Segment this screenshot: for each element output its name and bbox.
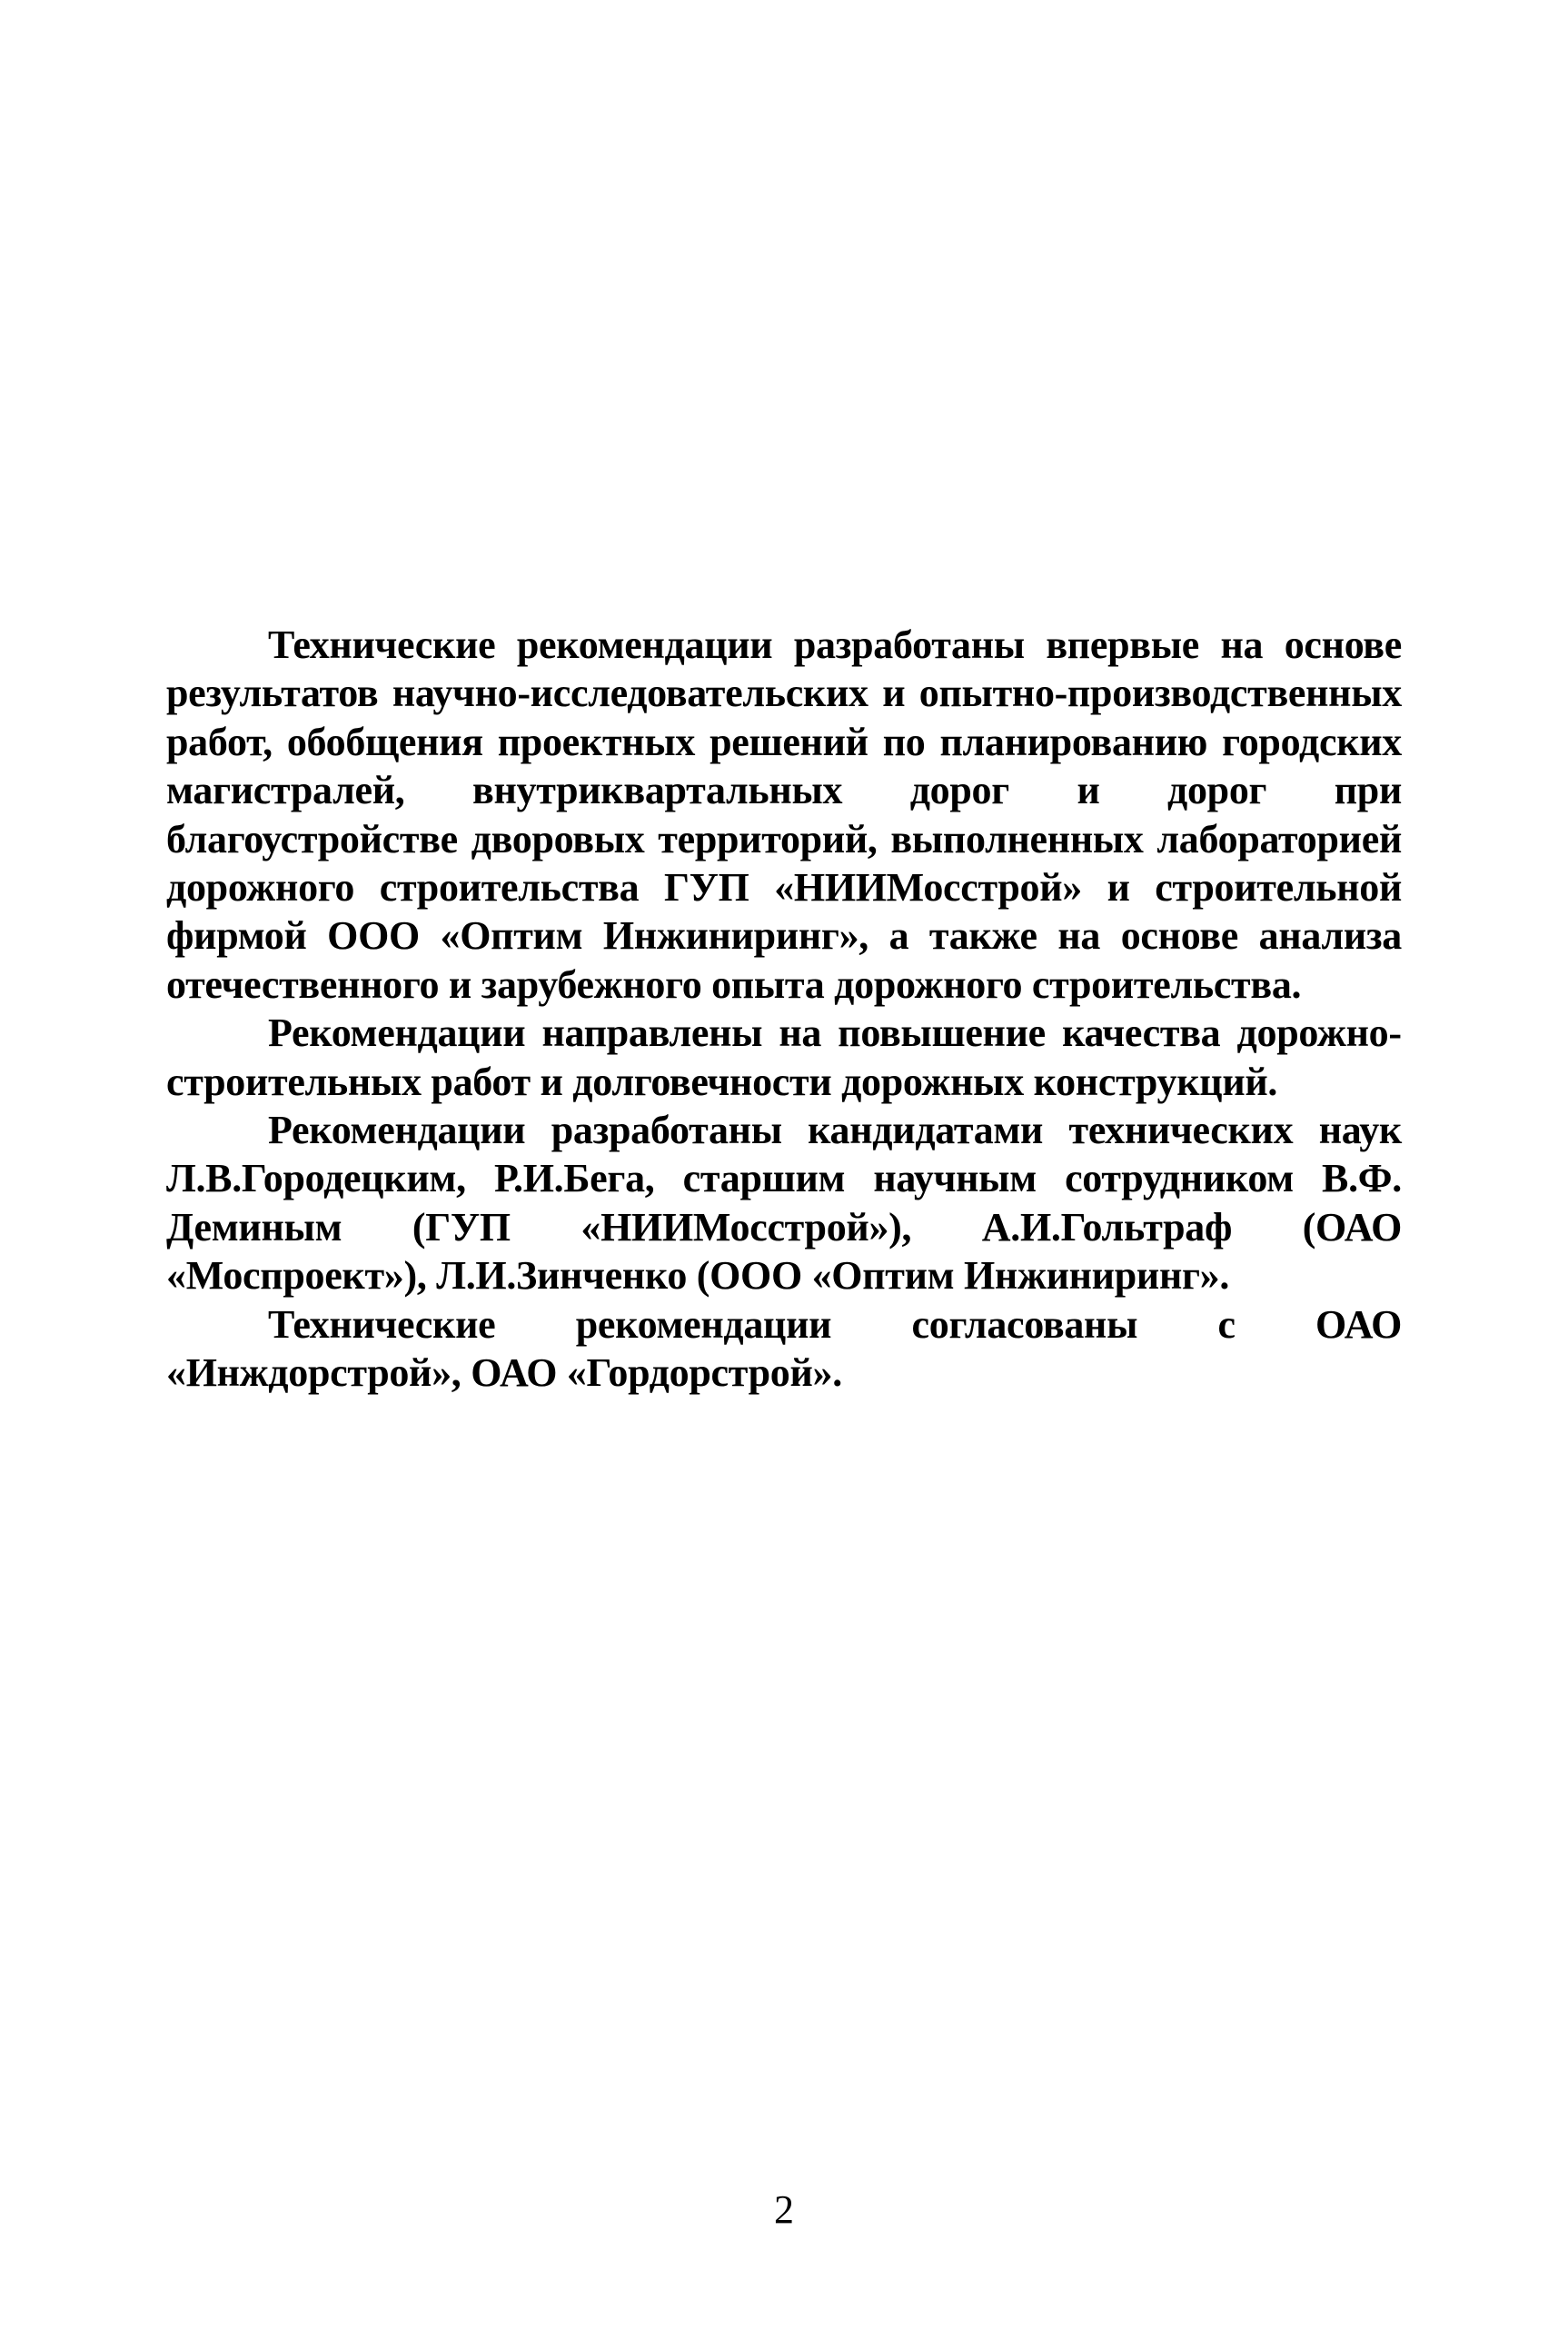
page-number: 2	[774, 2187, 794, 2232]
paragraph-approval: Технические рекомендации согласованы с ОАО «Инждорстрой», ОАО «Гордорстрой».	[166, 1301, 1402, 1396]
body-text	[166, 621, 1402, 1398]
paragraph-purpose: Рекомендации направлены на повышение качества дорожностроительных работ и долговечности дорожных конструкций.	[166, 1011, 1402, 1104]
paragraph-authors: Рекомендации разработаны кандидатами технических наук Л.В.Городецким, Р.И.Бега, старшим научным сотрудником В.Ф. Деминым (ГУП «НИИМосстрой»), А.И.Гольтраф (ОАО «Моспроект»), Л.И.Зинченко (ООО «Оптим Инжиниринг».	[166, 1108, 1402, 1299]
paragraph-development-basis: Технические рекомендации разработаны впервые на основе результатов научно-исследовательских и опытно-производственных работ, обобщения проектных решений по планированию городских магистралей, внутриквартальных дорог и дорог при благоустройстве дворовых территорий, выполненных лабораторией дорожного строительства ГУП «НИИМосстрой» и строительной фирмой ООО «Оптим Инжиниринг», а также на основе анализа отечественного и зарубежного опыта дорожного строительства.	[166, 622, 1402, 1007]
